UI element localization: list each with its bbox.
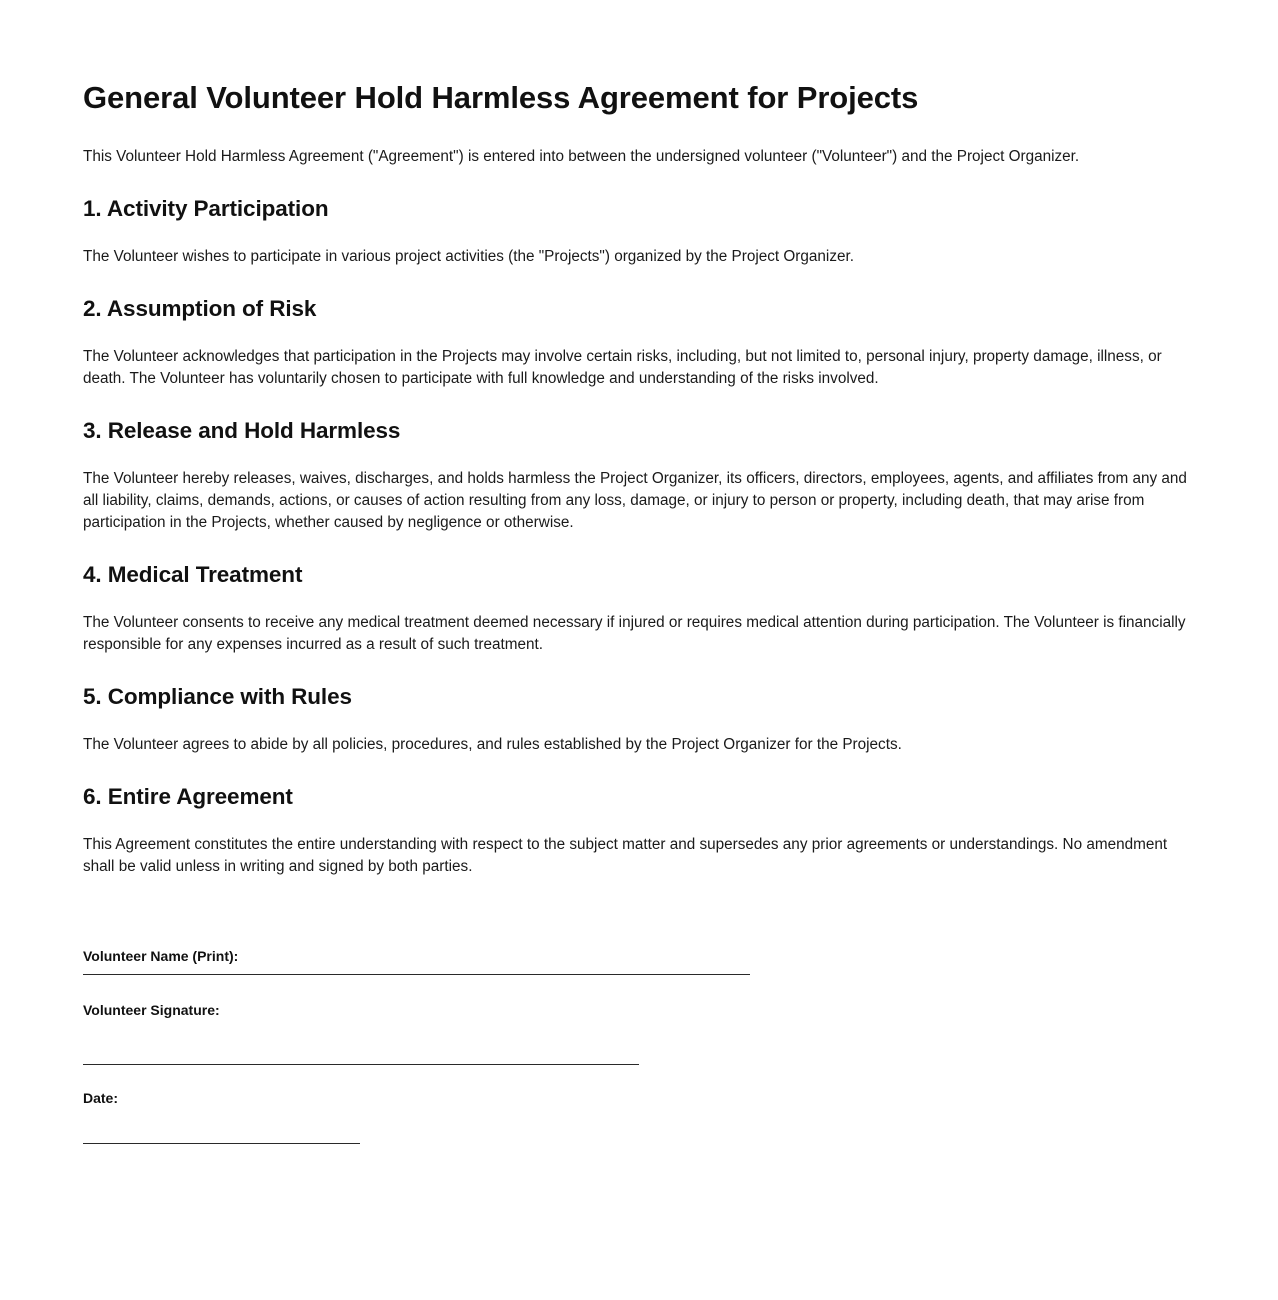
section-body: The Volunteer hereby releases, waives, discharges, and holds harmless the Project Organizer, its officers, directors, employees, agents, and affiliates from any and all liability, claims, demands, actions, or causes of action resulting from any loss, damage, or injury to person or property, including death, that may arise from participation in the Projects, whether caused by negligence or otherwise. [83, 469, 1187, 531]
intro-paragraph: This Volunteer Hold Harmless Agreement ("Agreement") is entered into between the undersigned volunteer ("Volunteer") and the Project Organizer. [83, 147, 1080, 165]
volunteer-name-label: Volunteer Name (Print): [83, 947, 239, 964]
section-heading: 2. Assumption of Risk [83, 295, 317, 321]
section-body: The Volunteer agrees to abide by all policies, procedures, and rules established by the Project Organizer for the Projects. [83, 735, 902, 753]
section-activity-participation [83, 168, 1196, 268]
section-body: The Volunteer consents to receive any medical treatment deemed necessary if injured or requires medical attention during participation. The Volunteer is financially responsible for any expenses incurred as a result of such treatment. [83, 613, 1186, 653]
date-field [83, 1065, 1196, 1144]
date-label: Date: [83, 1089, 119, 1106]
volunteer-name-field [83, 947, 1196, 975]
section-assumption-of-risk [83, 268, 1196, 390]
section-body: This Agreement constitutes the entire understanding with respect to the subject matter and supersedes any prior agreements or understandings. No amendment shall be valid unless in writing and signed by both parties. [83, 835, 1168, 875]
section-medical-treatment [83, 534, 1196, 656]
section-heading: 5. Compliance with Rules [83, 683, 352, 709]
section-body: The Volunteer wishes to participate in various project activities (the "Projects") organized by the Project Organizer. [83, 247, 854, 265]
section-release-and-hold-harmless [83, 390, 1196, 534]
section-heading: 4. Medical Treatment [83, 561, 303, 587]
section-heading: 3. Release and Hold Harmless [83, 417, 401, 443]
agreement-document [83, 0, 1196, 1144]
section-entire-agreement [83, 756, 1196, 878]
section-heading: 6. Entire Agreement [83, 783, 293, 809]
volunteer-signature-label: Volunteer Signature: [83, 1001, 220, 1018]
section-compliance-with-rules [83, 656, 1196, 756]
volunteer-signature-field [83, 975, 1196, 1065]
section-body: The Volunteer acknowledges that participation in the Projects may involve certain risks, including, but not limited to, personal injury, property damage, illness, or death. The Volunteer has voluntarily chosen to participate with full knowledge and understanding of the risks involved. [83, 347, 1162, 387]
section-heading: 1. Activity Participation [83, 195, 329, 221]
date-signature-line[interactable] [83, 1143, 360, 1144]
signature-block [83, 878, 1196, 1144]
page-title: General Volunteer Hold Harmless Agreement for Projects [83, 80, 919, 115]
